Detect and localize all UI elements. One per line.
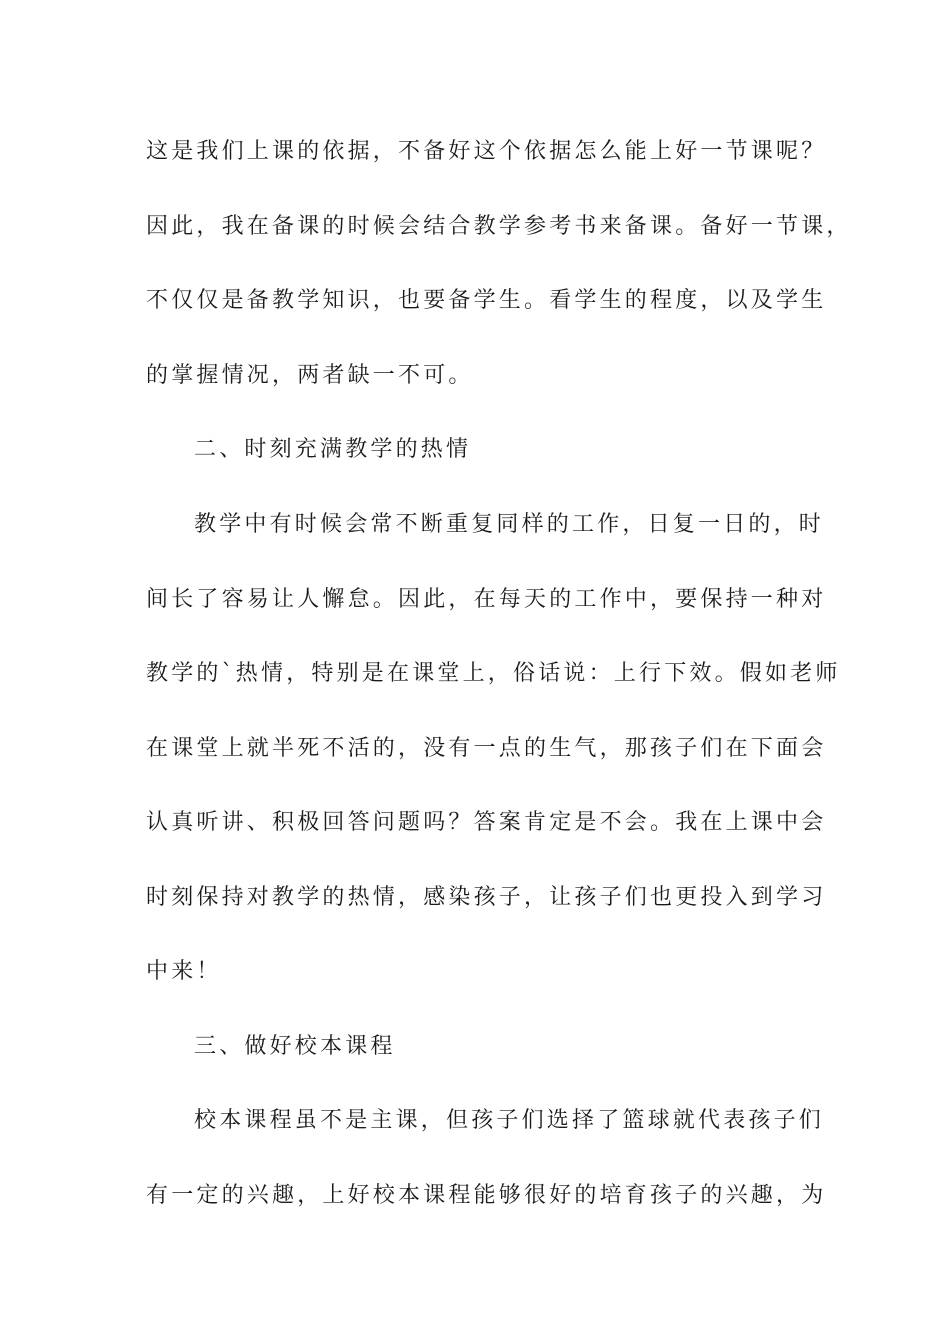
paragraph-line-12: 校本课程虽不是主课，但孩子们选择了篮球就代表孩子们: [194, 1108, 825, 1133]
paragraph-line-1: 这是我们上课的依据，不备好这个依据怎么能上好一节课呢？: [146, 139, 827, 164]
paragraph-line-13: 有一定的兴趣，上好校本课程能够很好的培育孩子的兴趣，为: [146, 1183, 827, 1208]
section-heading-3: 三、做好校本课程: [194, 1034, 396, 1059]
paragraph-line-11: 中来！: [146, 959, 222, 984]
paragraph-line-2: 因此，我在备课的时候会结合教学参考书来备课。备好一节课，: [146, 214, 852, 239]
section-heading-2: 二、时刻充满教学的热情: [194, 437, 472, 462]
paragraph-line-8: 在课堂上就半死不活的，没有一点的生气，那孩子们在下面会: [146, 736, 827, 761]
paragraph-line-9: 认真听讲、积极回答问题吗？答案肯定是不会。我在上课中会: [146, 810, 827, 835]
paragraph-line-10: 时刻保持对教学的热情，感染孩子，让孩子们也更投入到学习: [146, 885, 827, 910]
paragraph-line-4: 的掌握情况，两者缺一不可。: [146, 363, 474, 388]
paragraph-line-7: 教学的`热情，特别是在课堂上，俗话说：上行下效。假如老师: [146, 661, 841, 686]
paragraph-line-3: 不仅仅是备教学知识，也要备学生。看学生的程度，以及学生: [146, 288, 827, 313]
paragraph-line-6: 间长了容易让人懈怠。因此，在每天的工作中，要保持一种对: [146, 587, 827, 612]
paragraph-line-5: 教学中有时候会常不断重复同样的工作，日复一日的，时: [194, 512, 825, 537]
